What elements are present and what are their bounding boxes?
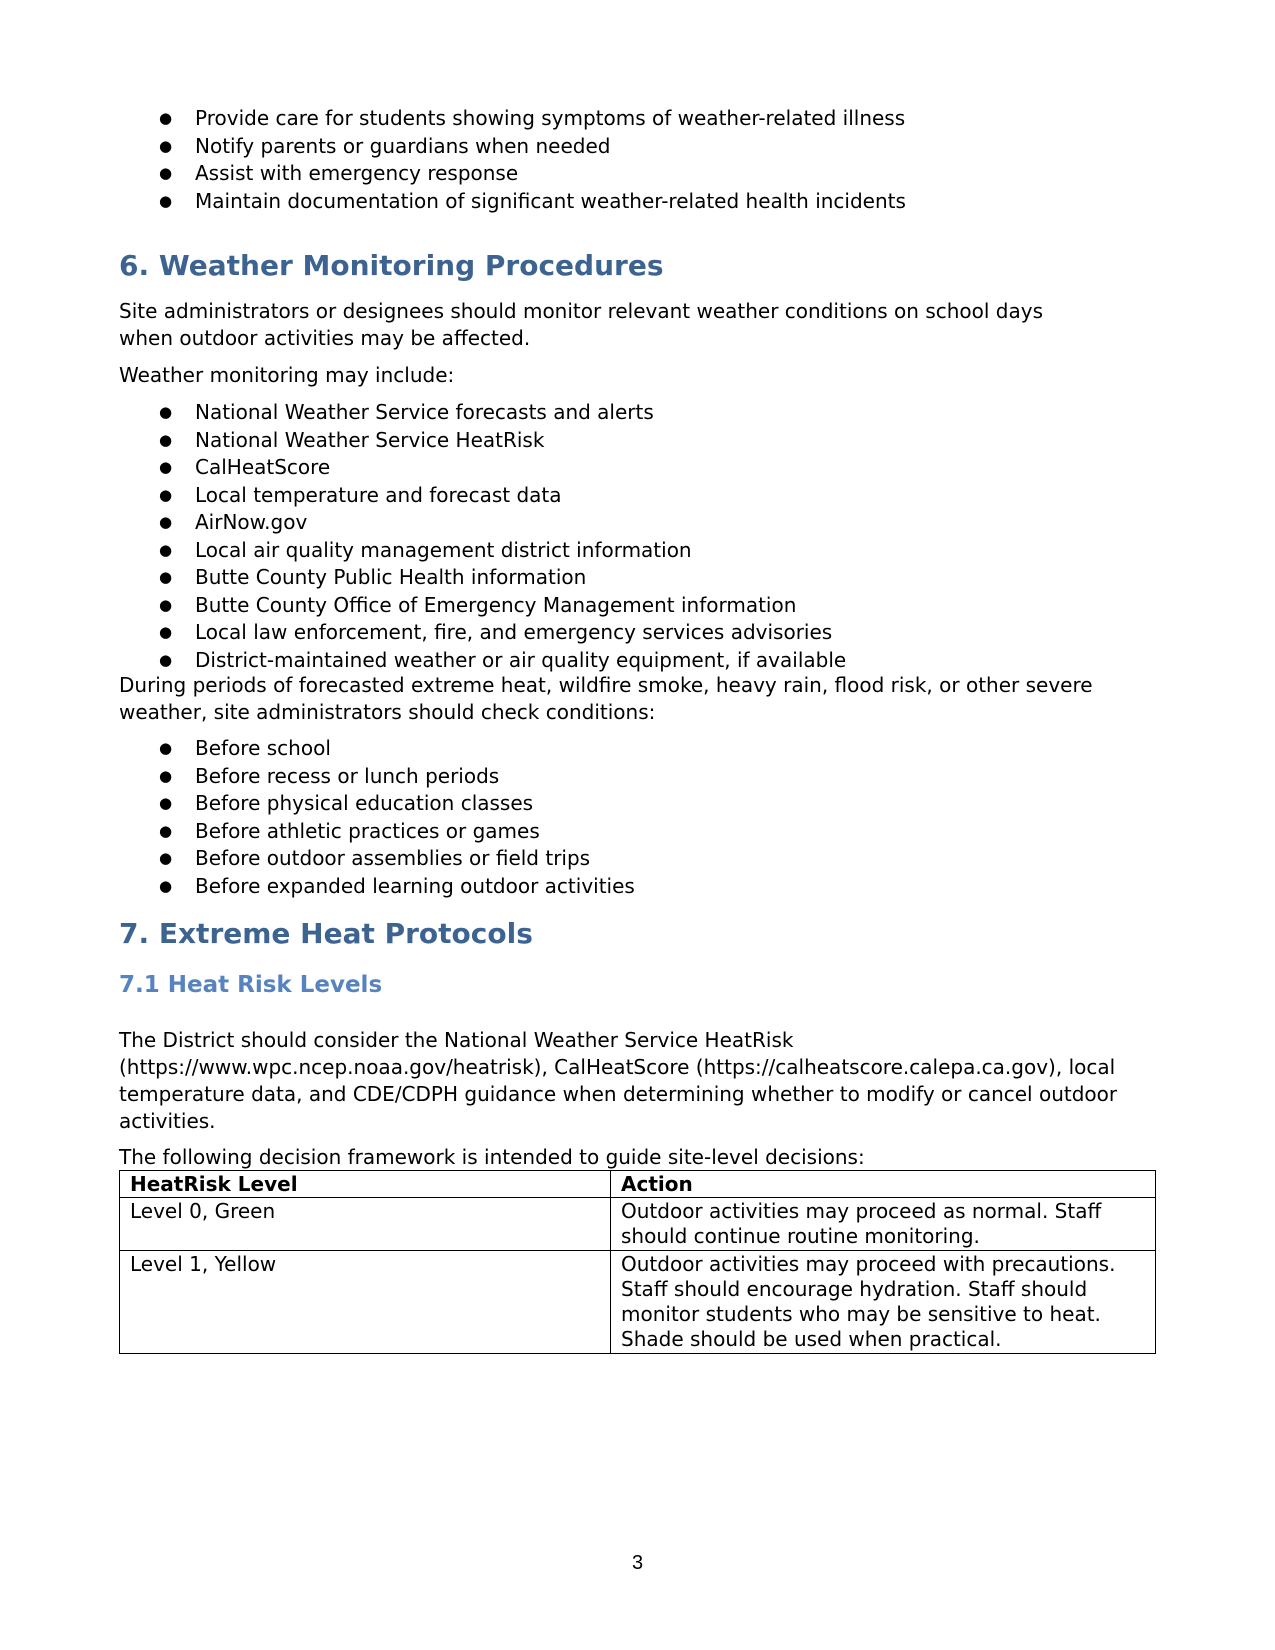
section-6-heading: 6. Weather Monitoring Procedures: [119, 249, 664, 282]
list-item: ● Before school: [195, 735, 635, 763]
framework-text: The following decision framework is intended to guide site-level decisions:: [119, 1145, 865, 1169]
list-item: ● Butte County Office of Emergency Management information: [195, 592, 1230, 620]
list-item: ● Before physical education classes: [195, 790, 635, 818]
conditions-text: During periods of forecasted extreme heat, wildfire smoke, heavy rain, flood risk, or other severe weather, site administrators should check conditions:: [119, 673, 1093, 724]
table-cell: Outdoor activities may proceed with precautions. Staff should encourage hydration. Staff should monitor students who may be sensitive to heat. Shade should be used when practical.: [611, 1251, 1156, 1354]
monitoring-lead: Weather monitoring may include:: [119, 363, 455, 387]
page-number: 3: [631, 1552, 644, 1574]
heatrisk-table: [119, 1170, 1156, 1354]
list-item: ● Butte County Public Health information: [195, 564, 1230, 592]
list-item: ● Local air quality management district information: [195, 537, 1230, 565]
table-row: [120, 1198, 1156, 1251]
list-item: ● Local law enforcement, fire, and emergency services advisories: [195, 619, 1230, 647]
table-cell: Outdoor activities may proceed as normal. Staff should continue routine monitoring.: [611, 1198, 1156, 1251]
list-item: ● District-maintained weather or air quality equipment, if available: [195, 647, 1230, 675]
section-7-intro: The District should consider the National Weather Service HeatRisk (https://www.wpc.ncep.noaa.gov/heatrisk), CalHeatScore (https://calheatscore.calepa.ca.gov), local temperature data, and CDE/CDPH guidance when determining whether to modify or cancel outdoor activities.: [119, 1028, 1118, 1133]
list-item: ● National Weather Service forecasts and alerts: [195, 399, 1230, 427]
list-item: ● Maintain documentation of significant weather-related health incidents: [195, 188, 906, 216]
list-item: ● AirNow.gov: [195, 509, 1230, 537]
table-cell: Level 0, Green: [120, 1198, 611, 1251]
check-times-list: [119, 735, 635, 900]
staff-duties-list: [119, 105, 906, 215]
table-header-row: [120, 1171, 1156, 1198]
table-cell: Level 1, Yellow: [120, 1251, 611, 1354]
list-item: ● Before recess or lunch periods: [195, 763, 635, 791]
list-item: ● Assist with emergency response: [195, 160, 906, 188]
list-item: ● Provide care for students showing symptoms of weather-related illness: [195, 105, 906, 133]
list-item: ● Notify parents or guardians when needed: [195, 133, 906, 161]
list-item: ● CalHeatScore: [195, 454, 1230, 482]
table-header-cell: Action: [611, 1171, 1156, 1198]
section-7-heading: 7. Extreme Heat Protocols: [119, 917, 533, 950]
table-header-cell: HeatRisk Level: [120, 1171, 611, 1198]
list-item: ● Local temperature and forecast data: [195, 482, 1230, 510]
list-item: ● National Weather Service HeatRisk: [195, 427, 1230, 455]
section-6-intro: Site administrators or designees should monitor relevant weather conditions on school days when outdoor activities may be affected.: [119, 299, 1044, 350]
section-7-1-heading: 7.1 Heat Risk Levels: [119, 972, 383, 998]
monitoring-sources-list: [119, 399, 1230, 674]
list-item: ● Before expanded learning outdoor activities: [195, 873, 635, 901]
list-item: ● Before outdoor assemblies or field trips: [195, 845, 635, 873]
table-row: [120, 1251, 1156, 1354]
list-item: ● Before athletic practices or games: [195, 818, 635, 846]
